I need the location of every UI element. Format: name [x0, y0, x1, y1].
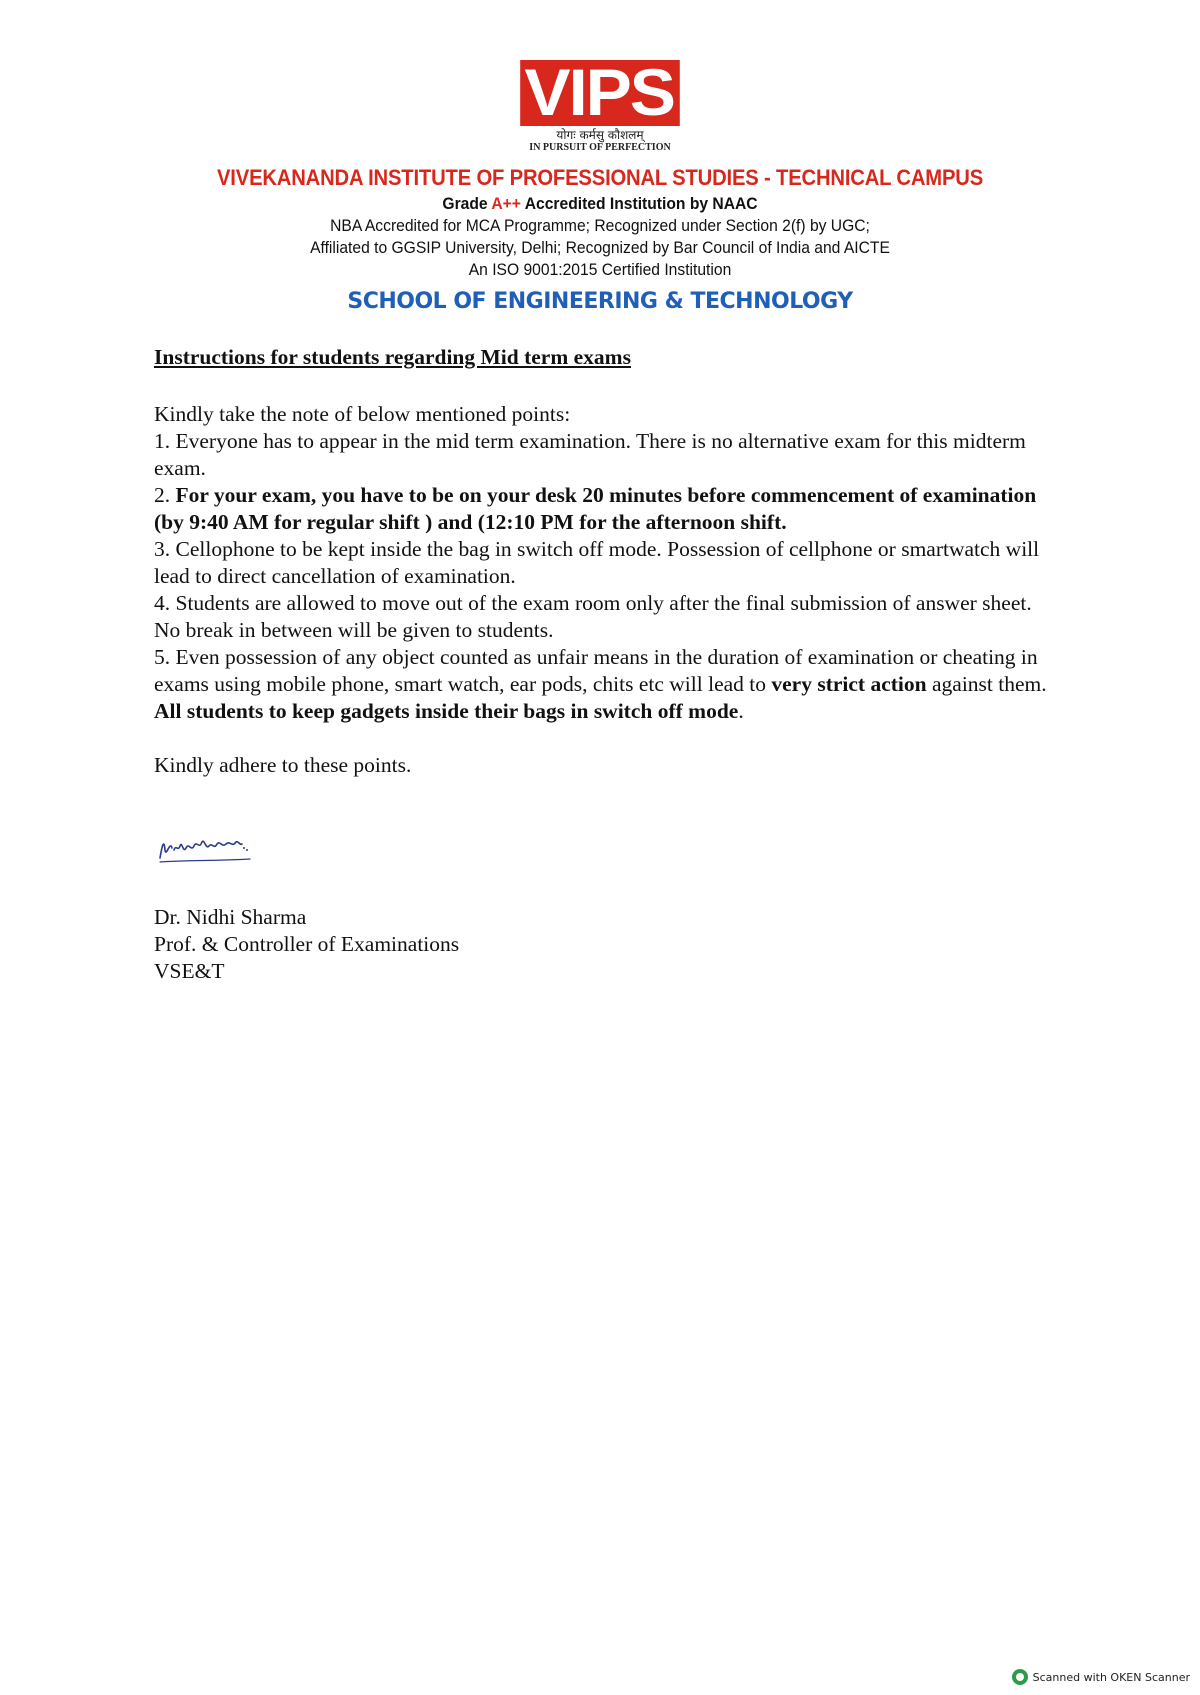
- point-5-gadgets-rule: All students to keep gadgets inside their bags in switch off mode: [154, 699, 739, 723]
- institute-name: VIVEKANANDA INSTITUTE OF PROFESSIONAL STUDIES - TECHNICAL CAMPUS: [216, 165, 984, 190]
- closing-line: Kindly adhere to these points.: [154, 753, 412, 777]
- scanner-watermark: [1012, 1669, 1190, 1685]
- signatory-department: VSE&T: [154, 959, 225, 983]
- point-5: [154, 644, 1054, 725]
- vips-logo: [524, 55, 676, 153]
- handwritten-signature: [156, 828, 256, 868]
- point-2-text: For your exam, you have to be on your desk 20 minutes before commencement of examination (by 9:40 AM for regular shift ) and (12:10 PM for the afternoon shift.: [154, 483, 1037, 534]
- intro-text: Kindly take the note of below mentioned points:: [154, 402, 571, 426]
- point-1: 1. Everyone has to appear in the mid term examination. There is no alternative exam for this midterm exam.: [154, 429, 1026, 480]
- point-5-text-c: against them.: [926, 672, 1047, 696]
- scanner-logo-icon: [1012, 1669, 1028, 1685]
- point-4: 4. Students are allowed to move out of the exam room only after the final submission of answer sheet. No break in between will be given to students.: [154, 591, 1032, 642]
- iso-line: An ISO 9001:2015 Certified Institution: [468, 260, 732, 279]
- scanner-label: Scanned with OKEN Scanner: [1032, 1670, 1190, 1684]
- logo-motto: योगः कर्मसु कौशलम्: [556, 128, 644, 142]
- notice-body: [154, 344, 1054, 779]
- grade-suffix: Accredited Institution by NAAC: [520, 194, 758, 213]
- point-5-strict-action: very strict action: [771, 672, 927, 696]
- accreditation-grade: [48, 193, 1152, 215]
- point-3: 3. Cellophone to be kept inside the bag in switch off mode. Possession of cellphone or smartwatch will lead to direct cancellation of examination.: [154, 537, 1040, 588]
- point-2-number: 2.: [154, 483, 176, 507]
- notice-title: Instructions for students regarding Mid term exams: [154, 345, 631, 369]
- signatory-name: Dr. Nidhi Sharma: [154, 905, 307, 929]
- logo-tagline: IN PURSUIT OF PERFECTION: [529, 142, 671, 153]
- logo-mark: VIPS: [520, 60, 680, 126]
- point-5-text-a: 5. Even possession of any object counted as unfair means in the duration of examination or cheating in exams using mobile phone, smart watch, ear pods, chits etc will lead to: [154, 645, 1038, 696]
- school-name: SCHOOL OF ENGINEERING & TECHNOLOGY: [347, 289, 853, 314]
- signatory-block: [154, 904, 459, 985]
- affiliation-line: Affiliated to GGSIP University, Delhi; Recognized by Bar Council of India and AICTE: [310, 238, 890, 257]
- letterhead: [0, 55, 1200, 314]
- point-2: [154, 482, 1054, 536]
- signatory-designation: Prof. & Controller of Examinations: [154, 932, 460, 956]
- nba-line: NBA Accredited for MCA Programme; Recognized under Section 2(f) by UGC;: [330, 216, 870, 235]
- point-5-period: .: [738, 699, 744, 723]
- grade-prefix: Grade: [442, 194, 492, 213]
- grade-value: A++: [491, 194, 521, 213]
